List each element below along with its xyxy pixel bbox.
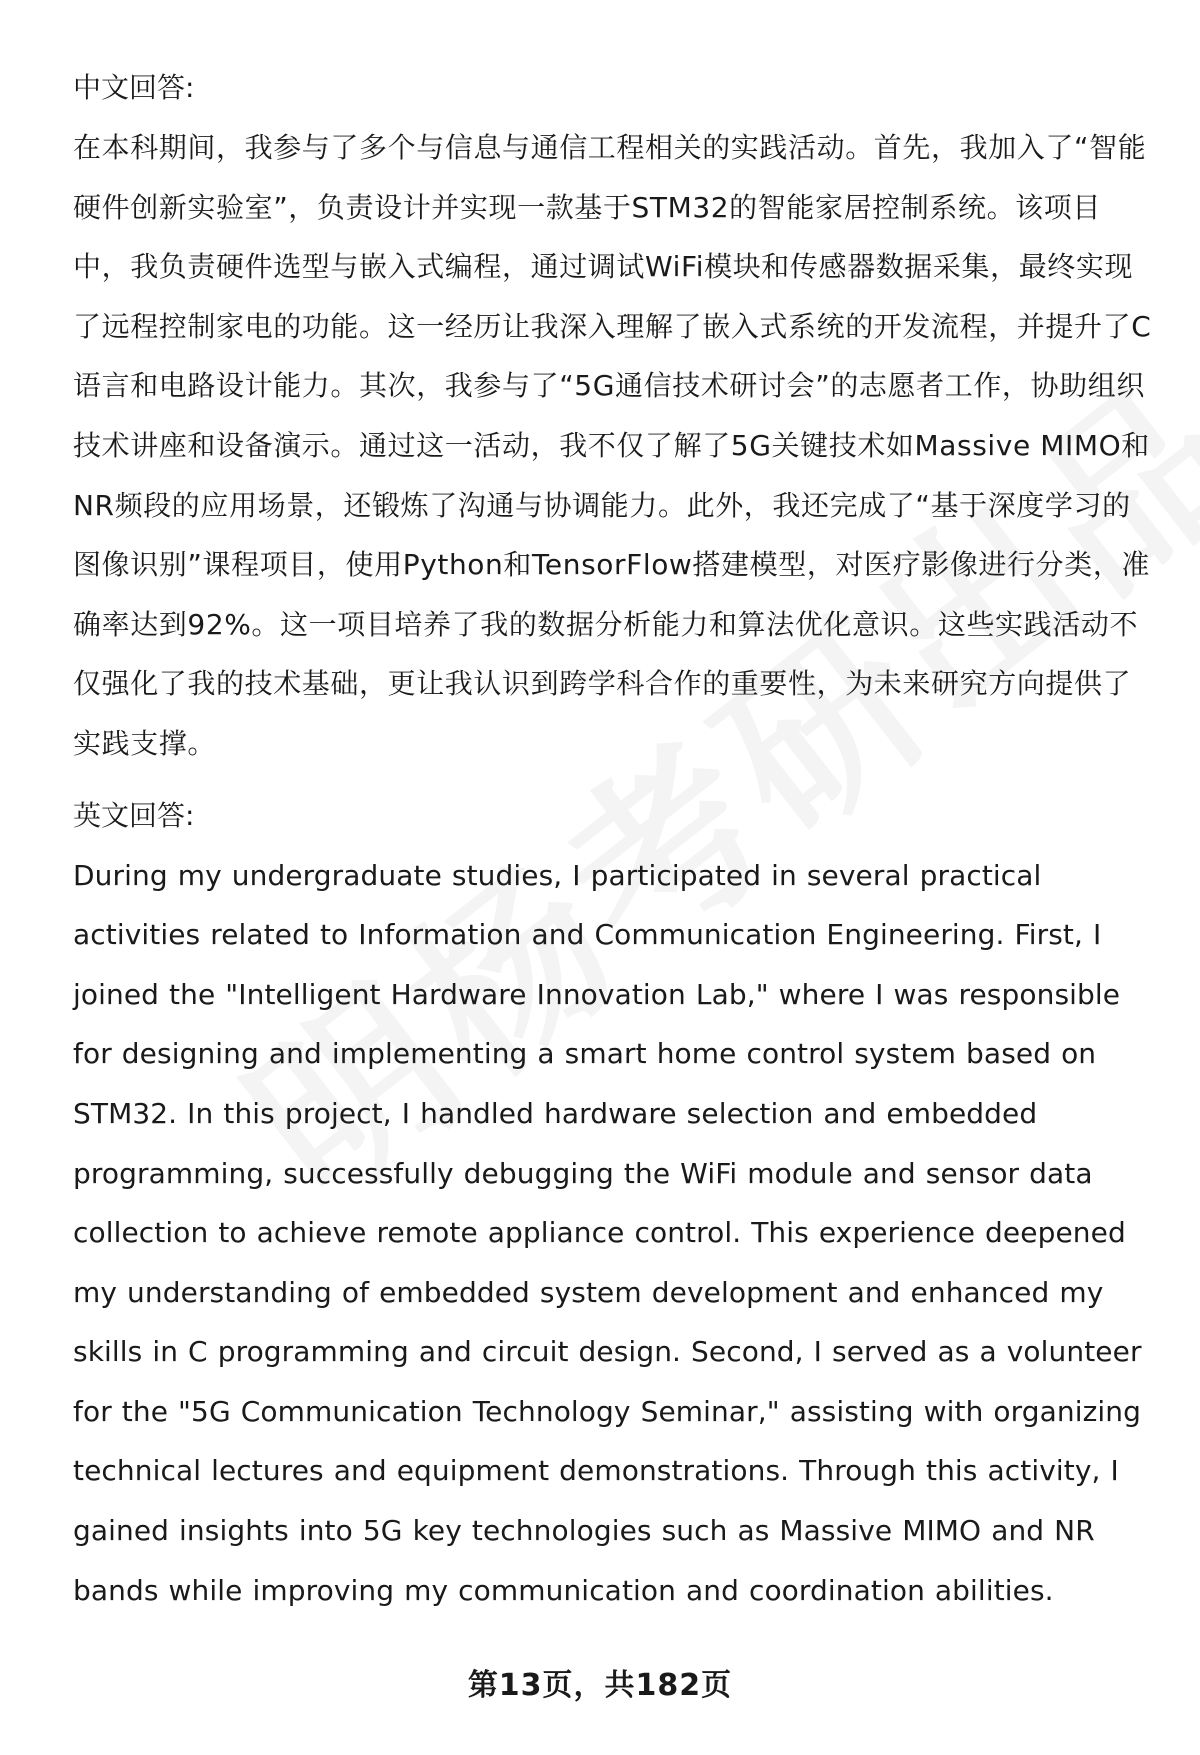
english-answer-body: During my undergraduate studies, I participated in several practical activities related to Information and Communication Engineering. First, I joined the "Intelligent Hardware Innovation Lab," where I was responsible for designing and implementing a smart home control system based on STM32. In this project, I handled hardware selection and embedded programming, successfully debugging the WiFi module and sensor data collection to achieve remote appliance control. This experience deepened my understanding of embedded system development and enhanced my skills in C programming and circuit design. Second, I served as a volunteer for the "5G Communication Technology Seminar," assisting with organizing technical lectures and equipment demonstrations. Through this activity, I gained insights into 5G key technologies such as Massive MIMO and NR bands while improving my communication and coordination abilities. [73,858,1142,1607]
page-number-footer: 第13页，共182页 [467,1668,733,1703]
english-answer-heading: 英文回答: [73,798,195,832]
chinese-answer-heading: 中文回答: [73,71,195,104]
section-gap [73,774,1158,786]
document-content [73,58,1158,1620]
chinese-answer-body: 在本科期间，我参与了多个与信息与通信工程相关的实践活动。首先，我加入了“智能硬件创新实验室”，负责设计并实现一款基于STM32的智能家居控制系统。该项目中，我负责硬件选型与嵌入式编程，通过调试WiFi模块和传感器数据采集，最终实现了远程控制家电的功能。这一经历让我深入理解了嵌入式系统的开发流程，并提升了C语言和电路设计能力。其次，我参与了“5G通信技术研讨会”的志愿者工作，协助组织技术讲座和设备演示。通过这一活动，我不仅了解了5G关键技术如Massive MIMO和NR频段的应用场景，还锻炼了沟通与协调能力。此外，我还完成了“基于深度学习的图像识别”课程项目，使用Python和TensorFlow搭建模型，对医疗影像进行分类，准确率达到92%。这一项目培养了我的数据分析能力和算法优化意识。这些实践活动不仅强化了我的技术基础，更让我认识到跨学科合作的重要性，为未来研究方向提供了实践支撑。 [73,131,1152,760]
